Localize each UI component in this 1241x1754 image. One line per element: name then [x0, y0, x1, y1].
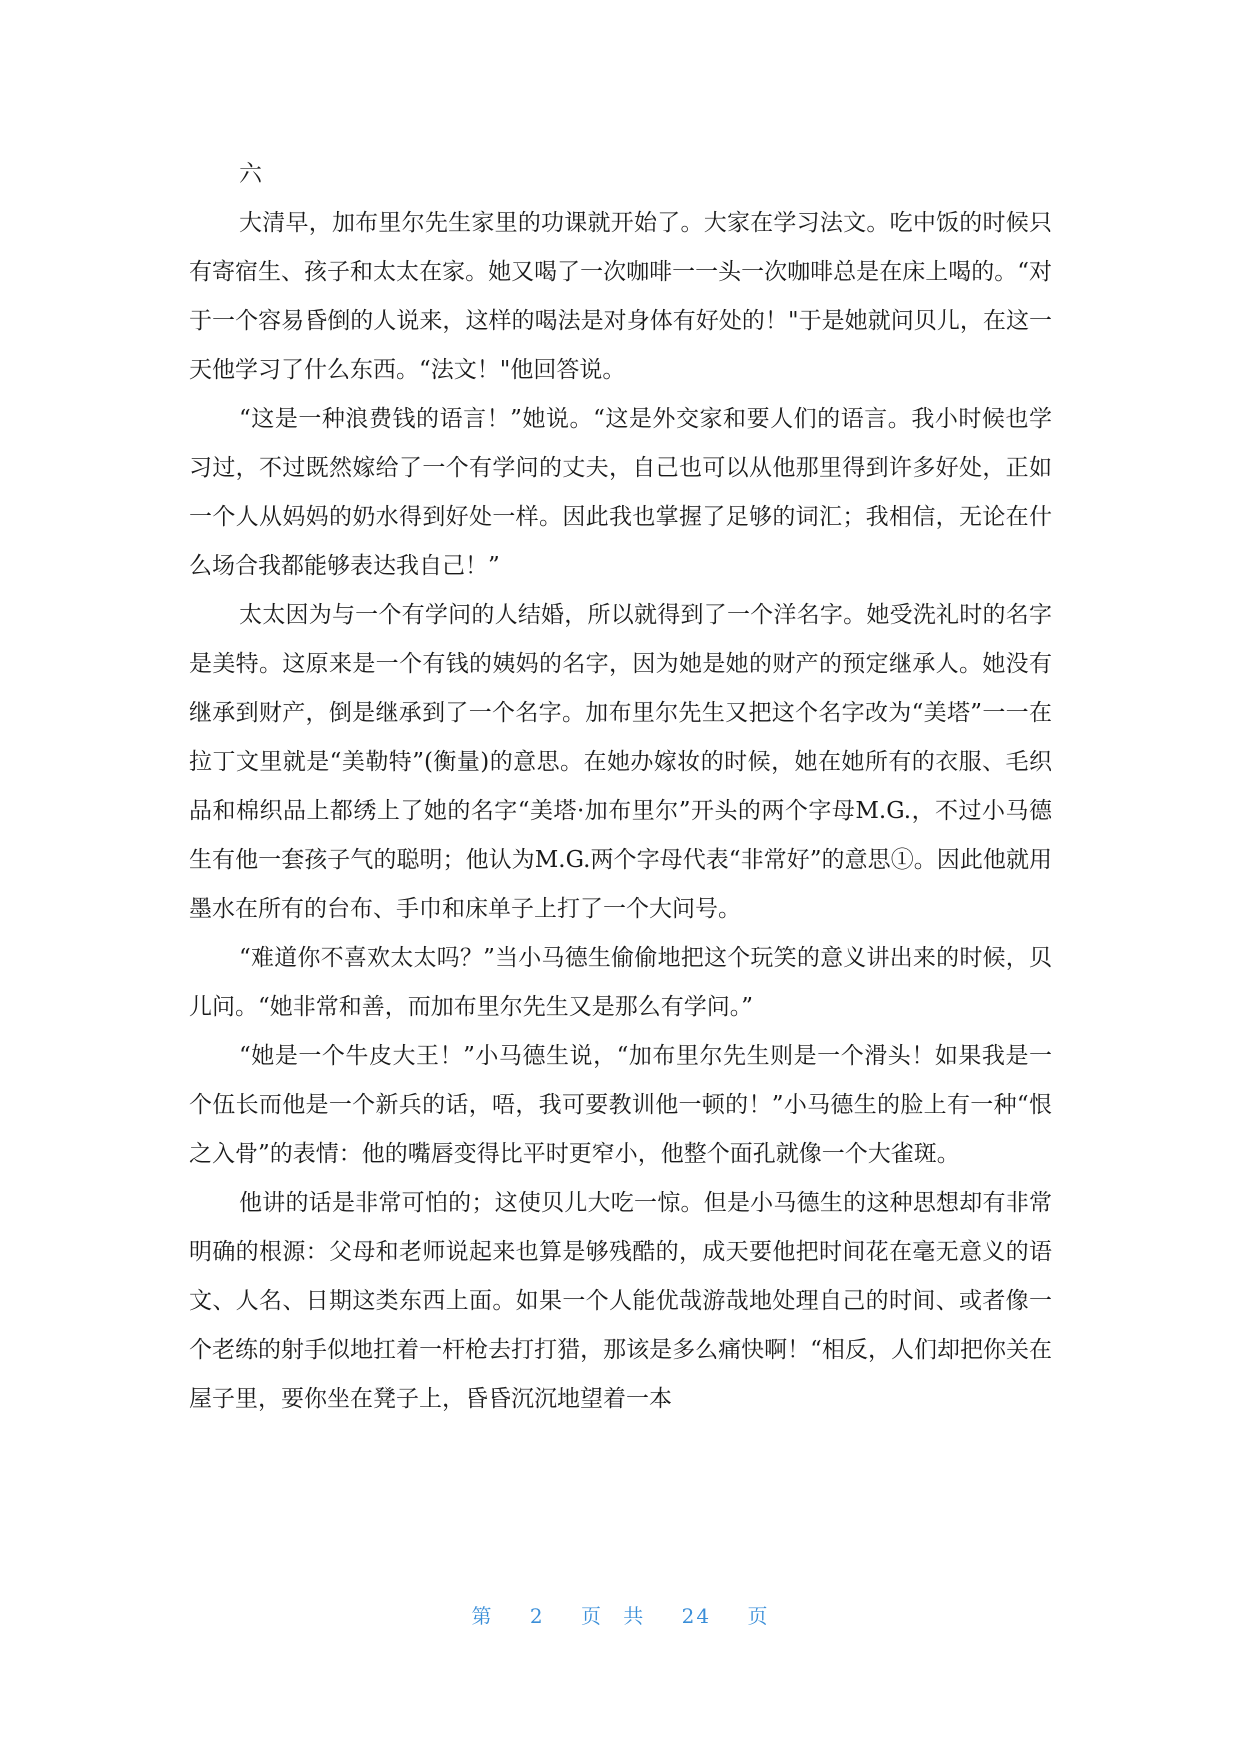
paragraph: 他讲的话是非常可怕的；这使贝儿大吃一惊。但是小马德生的这种思想却有非常明确的根源：父母和老师说起来也算是够残酷的，成天要他把时间花在毫无意义的语文、人名、日期这类东西上面。如果一个人能优哉游哉地处理自己的时间、或者像一个老练的射手似地扛着一杆枪去打打猎，那该是多么痛快啊！“相反，人们却把你关在屋子里，要你坐在凳子上，昏昏沉沉地望着一本 — [189, 1190, 1052, 1412]
total-pages-number: 24 — [681, 1604, 712, 1628]
document-body — [189, 150, 1052, 1424]
paragraph: 太太因为与一个有学问的人结婚，所以就得到了一个洋名字。她受洗礼时的名字是美特。这原来是一个有钱的姨妈的名字，因为她是她的财产的预定继承人。她没有继承到财产，倒是继承到了一个名字。加布里尔先生又把这个名字改为“美塔”一一在拉丁文里就是“美勒特”(衡量)的意思。在她办嫁妆的时候，她在她所有的衣服、毛织品和棉织品上都绣上了她的名字“美塔·加布里尔”开头的两个字母M.G.，不过小马德生有他一套孩子气的聪明；他认为M.G.两个字母代表“非常好”的意思①。因此他就用墨水在所有的台布、手巾和床单子上打了一个大问号。 — [189, 602, 1052, 922]
current-page-number: 2 — [529, 1604, 545, 1628]
page-footer — [0, 1600, 1241, 1629]
footer-prefix: 第 — [471, 1604, 494, 1628]
footer-mid: 页 共 — [580, 1604, 646, 1628]
paragraph: “这是一种浪费钱的语言！”她说。“这是外交家和要人们的语言。我小时候也学习过，不过既然嫁给了一个有学问的丈夫，自己也可以从他那里得到许多好处，正如一个人从妈妈的奶水得到好处一样。因此我也掌握了足够的词汇；我相信，无论在什么场合我都能够表达我自己！” — [189, 406, 1052, 579]
section-heading: 六 — [239, 161, 262, 187]
paragraph: “难道你不喜欢太太吗？”当小马德生偷偷地把这个玩笑的意义讲出来的时候，贝儿问。“她非常和善，而加布里尔先生又是那么有学问。” — [189, 945, 1052, 1020]
paragraph: “她是一个牛皮大王！”小马德生说，“加布里尔先生则是一个滑头！如果我是一个伍长而他是一个新兵的话，唔，我可要教训他一顿的！”小马德生的脸上有一种“恨之入骨”的表情：他的嘴唇变得比平时更窄小，他整个面孔就像一个大雀斑。 — [189, 1043, 1052, 1167]
paragraph: 大清早，加布里尔先生家里的功课就开始了。大家在学习法文。吃中饭的时候只有寄宿生、孩子和太太在家。她又喝了一次咖啡一一头一次咖啡总是在床上喝的。“对于一个容易昏倒的人说来，这样的喝法是对身体有好处的！"于是她就问贝儿，在这一天他学习了什么东西。“法文！"他回答说。 — [189, 210, 1052, 383]
footer-suffix: 页 — [747, 1604, 770, 1628]
